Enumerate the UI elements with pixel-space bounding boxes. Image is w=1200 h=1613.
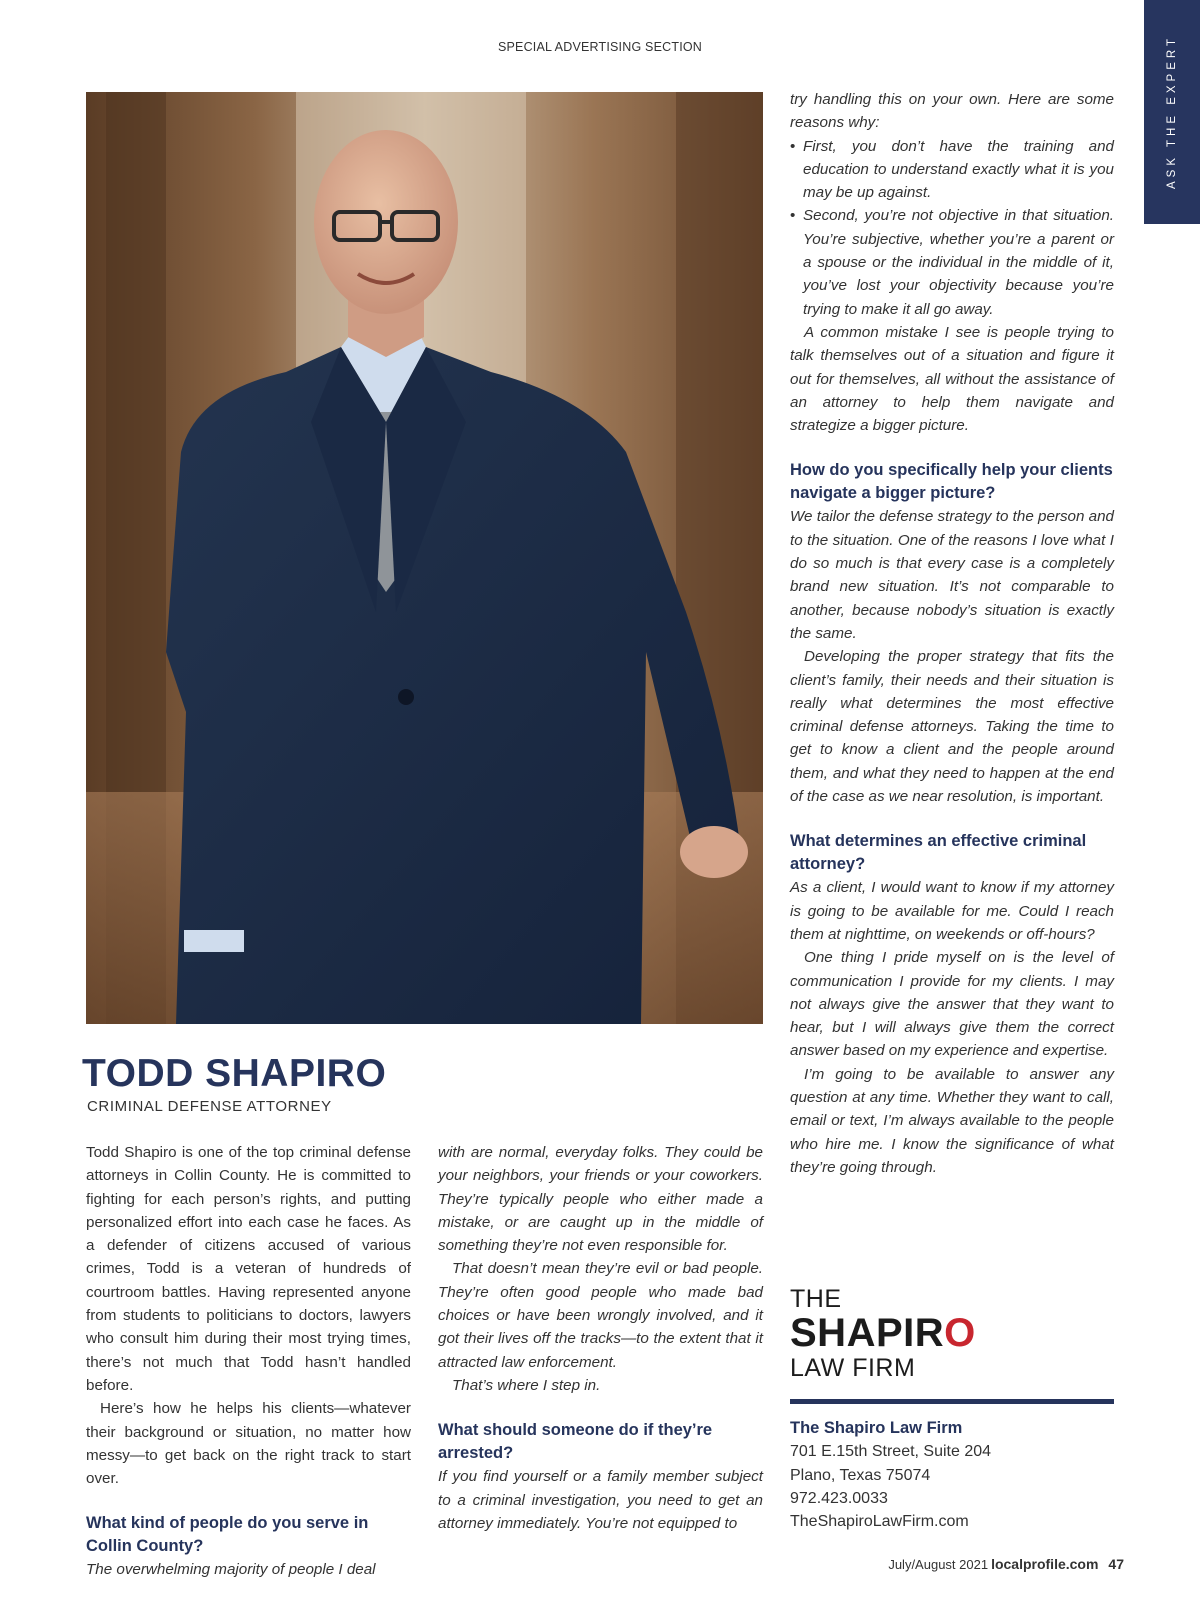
phone-number: 972.423.0033 <box>790 1489 888 1507</box>
intro-paragraph-2: Here’s how he helps his clients—whatever their background or situation, no matter how messy—to get back on the right track to start over. <box>86 1400 411 1488</box>
page-footer <box>888 1556 1124 1572</box>
question-heading: What should someone do if they’re arrested? <box>438 1421 713 1463</box>
answer-paragraph: Developing the proper strategy that fits the client’s family, their needs and their situation is really what determines the most effective criminal defense attorneys. Taking the time to get to know a client and the people around them, and what they need to happen at the end of the case as we near resolution, is important. <box>790 648 1114 806</box>
answer-paragraph: try handling this on your own. Here are some reasons why: <box>790 91 1114 132</box>
answer-paragraph: One thing I pride myself on is the level of communication I provide for my clients. I may not always give the answer that they want to hear, but I will always give them the correct answer based on my experience and expertise. <box>790 949 1114 1060</box>
column-3 <box>790 88 1114 1179</box>
answer-paragraph: We tailor the defense strategy to the person and to the situation. One of the reasons I love what I do so much is that every case is a completely brand new situation. It’s not comparable to another, because nobody’s situation is exactly the same. <box>790 508 1114 642</box>
magazine-site[interactable]: localprofile.com <box>991 1556 1099 1572</box>
website-link[interactable]: TheShapiroLawFirm.com <box>790 1513 969 1531</box>
page-number: 47 <box>1108 1556 1124 1572</box>
answer-paragraph: The overwhelming majority of people I deal <box>86 1561 376 1579</box>
side-tab-label: ASK THE EXPERT <box>1166 35 1178 189</box>
answer-paragraph: If you find yourself or a family member subject to a criminal investigation, you need to get an attorney immediately. You’re not equipped to <box>438 1468 763 1532</box>
reasons-list <box>790 135 1114 321</box>
attorney-portrait <box>86 92 763 1024</box>
answer-paragraph: That doesn’t mean they’re evil or bad people. They’re often good people who made bad choices or have been wrongly involved, and it got their lives off the tracks—to the extent that it attracted law enforcement. <box>438 1260 763 1371</box>
ask-the-expert-tab <box>1144 0 1200 224</box>
column-1 <box>86 1141 411 1582</box>
logo-line-shapiro <box>790 1313 976 1353</box>
logo-line-law-firm: LAW FIRM <box>790 1354 916 1382</box>
answer-paragraph: That’s where I step in. <box>452 1376 601 1394</box>
section-label: SPECIAL ADVERTISING SECTION <box>497 40 703 54</box>
logo-line-the: THE <box>790 1285 842 1313</box>
portrait-illustration <box>86 92 763 1024</box>
list-item: • First, you don’t have the training and education to understand exactly what it is you may be up against. <box>790 135 1114 205</box>
question-heading: What kind of people do you serve in Collin County? <box>86 1514 369 1556</box>
logo-shapiro-main: SHAPIR <box>790 1311 945 1355</box>
answer-paragraph: I’m going to be available to answer any question at any time. Whether they want to call, email or text, I’m always available to the people who hire me. I know the significance of what they’re going through. <box>790 1065 1114 1176</box>
attorney-name: TODD SHAPIRO <box>82 1052 387 1095</box>
question-heading: How do you specifically help your clients navigate a bigger picture? <box>790 461 1113 503</box>
attorney-title: CRIMINAL DEFENSE ATTORNEY <box>87 1098 332 1115</box>
intro-paragraph: Todd Shapiro is one of the top criminal defense attorneys in Collin County. He is committed to fighting for each person’s rights, and putting personalized effort into each case he faces. As a defender of citizens accused of various crimes, Todd is a veteran of hundreds of courtroom battles. Having represented anyone from students to politicians to doctors, lawyers who consult him during their most trying times, there’s not much that Todd hasn’t handled before. <box>86 1144 411 1394</box>
question-heading: What determines an effective criminal attorney? <box>790 832 1087 874</box>
logo-shapiro-accent: O <box>944 1311 976 1355</box>
street-address: 701 E.15th Street, Suite 204 <box>790 1443 992 1461</box>
divider <box>790 1399 1114 1404</box>
answer-paragraph: with are normal, everyday folks. They could be your neighbors, your friends or your coworkers. They’re typically people who either made a mistake, or are caught up in the middle of something they’re not even responsible for. <box>438 1144 763 1255</box>
list-item: • Second, you’re not objective in that situation. You’re subjective, whether you’re a parent or a spouse or the individual in the middle of it, you’ve lost your objectivity because you’re trying to make it all go away. <box>790 204 1114 320</box>
firm-name: The Shapiro Law Firm <box>790 1419 963 1437</box>
issue-date: July/August 2021 <box>888 1557 989 1572</box>
answer-paragraph: As a client, I would want to know if my attorney is going to be available for me. Could I reach them at nighttime, on weekends or off-hours? <box>790 879 1114 943</box>
column-2 <box>438 1141 763 1535</box>
contact-block <box>790 1417 991 1533</box>
firm-logo <box>790 1285 976 1383</box>
city-state-zip: Plano, Texas 75074 <box>790 1466 931 1484</box>
answer-paragraph: A common mistake I see is people trying to talk themselves out of a situation and figure it out for themselves, all without the assistance of an attorney to help them navigate and strategize a bigger picture. <box>790 323 1114 435</box>
